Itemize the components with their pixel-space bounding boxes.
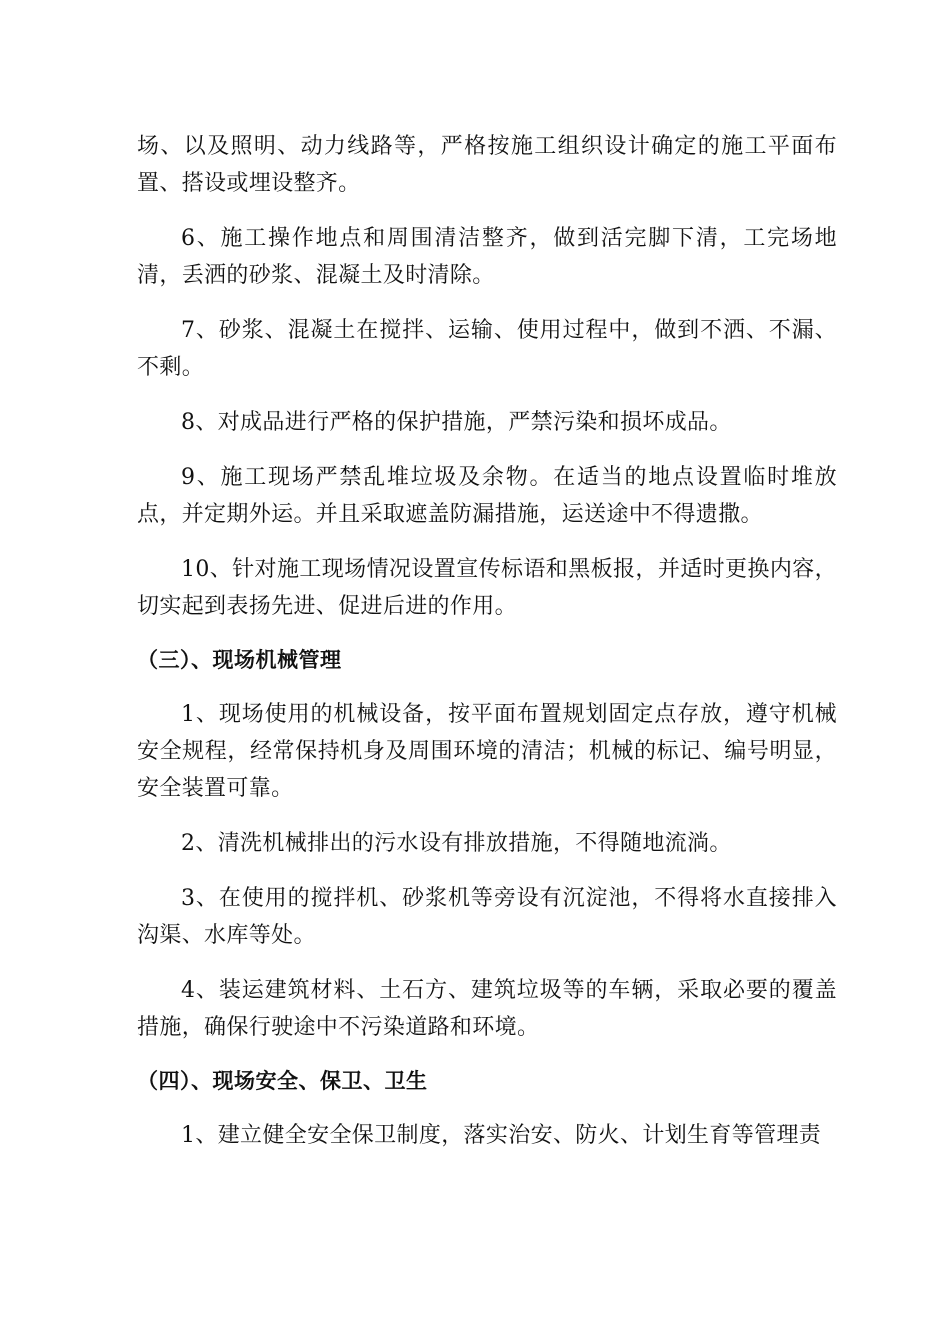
paragraph-item-9: 9、施工现场严禁乱堆垃圾及余物。在适当的地点设置临时堆放点，并定期外运。并且采取遮盖防漏措施，运送途中不得遗撒。	[137, 465, 837, 527]
machinery-item-1: 1、现场使用的机械设备，按平面布置规划固定点存放，遵守机械安全规程，经常保持机身及周围环境的清洁；机械的标记、编号明显，安全装置可靠。	[137, 702, 837, 801]
section-heading-machinery: （三）、现场机械管理	[137, 648, 342, 672]
paragraph-item-8: 8、对成品进行严格的保护措施，严禁污染和损坏成品。	[181, 410, 732, 435]
paragraph-item-7: 7、砂浆、混凝土在搅拌、运输、使用过程中，做到不洒、不漏、不剩。	[137, 318, 837, 380]
safety-item-1: 1、建立健全安全保卫制度，落实治安、防火、计划生育等管理责	[181, 1123, 822, 1148]
paragraph-item-10: 10、针对施工现场情况设置宣传标语和黑板报，并适时更换内容，切实起到表扬先进、促进后进的作用。	[137, 557, 837, 619]
paragraph-item-6: 6、施工操作地点和周围清洁整齐，做到活完脚下清，工完场地清，丢洒的砂浆、混凝土及时清除。	[137, 226, 837, 288]
document-page	[137, 128, 837, 1154]
machinery-item-3: 3、在使用的搅拌机、砂浆机等旁设有沉淀池，不得将水直接排入沟渠、水库等处。	[137, 886, 837, 948]
paragraph-continued: 场、以及照明、动力线路等，严格按施工组织设计确定的施工平面布置、搭设或埋设整齐。	[137, 134, 837, 196]
section-heading-safety: （四）、现场安全、保卫、卫生	[137, 1069, 428, 1093]
machinery-item-4: 4、装运建筑材料、土石方、建筑垃圾等的车辆，采取必要的覆盖措施，确保行驶途中不污染道路和环境。	[137, 978, 837, 1040]
machinery-item-2: 2、清洗机械排出的污水设有排放措施，不得随地流淌。	[181, 831, 732, 856]
